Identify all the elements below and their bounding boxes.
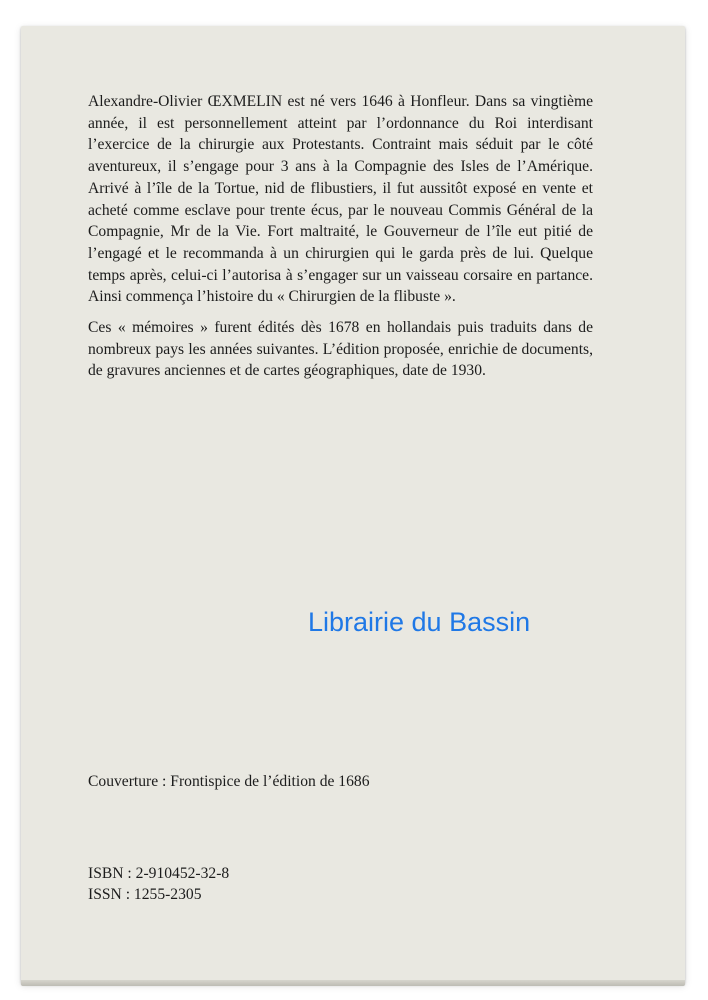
- blurb-paragraph-1: Alexandre-Olivier ŒXMELIN est né vers 1646 à Honfleur. Dans sa vingtième année, il est personnellement atteint par l’ordonnance du Roi interdisant l’exercice de la chirurgie aux Protestants. Contraint mais séduit par le côté aventureux, il s’engage pour 3 ans à la Compagnie des Isles de l’Amérique. Arrivé à l’île de la Tortue, nid de flibustiers, il fut aussitôt exposé en vente et acheté comme esclave pour trente écus, par le nouveau Commis Général de la Compagnie, Mr de la Vie. Fort maltraité, le Gouverneur de l’île eut pitié de l’engagé et le recommanda à un chirurgien qui le garda près de lui. Quelque temps après, celui-ci l’autorisa à s’engager sur un vaisseau corsaire en partance. Ainsi commença l’histoire du « Chirurgien de la flibuste ».: [88, 93, 593, 306]
- cover-bottom-edge: [21, 980, 685, 986]
- isbn-line: ISBN : 2-910452-32-8: [88, 865, 230, 882]
- issn-line: ISSN : 1255-2305: [88, 886, 202, 903]
- blurb-paragraph-2: Ces « mémoires » furent édités dès 1678 en hollandais puis traduits dans de nombreux pays les années suivantes. L’édition proposée, enrichie de documents, de gravures anciennes et de cartes géographiques, date de 1930.: [88, 319, 593, 380]
- bookseller-watermark: Librairie du Bassin: [308, 607, 531, 637]
- cover-caption: Couverture : Frontispice de l’édition de 1686: [88, 773, 370, 790]
- blurb-text: [88, 91, 593, 382]
- identifiers-block: [88, 863, 229, 905]
